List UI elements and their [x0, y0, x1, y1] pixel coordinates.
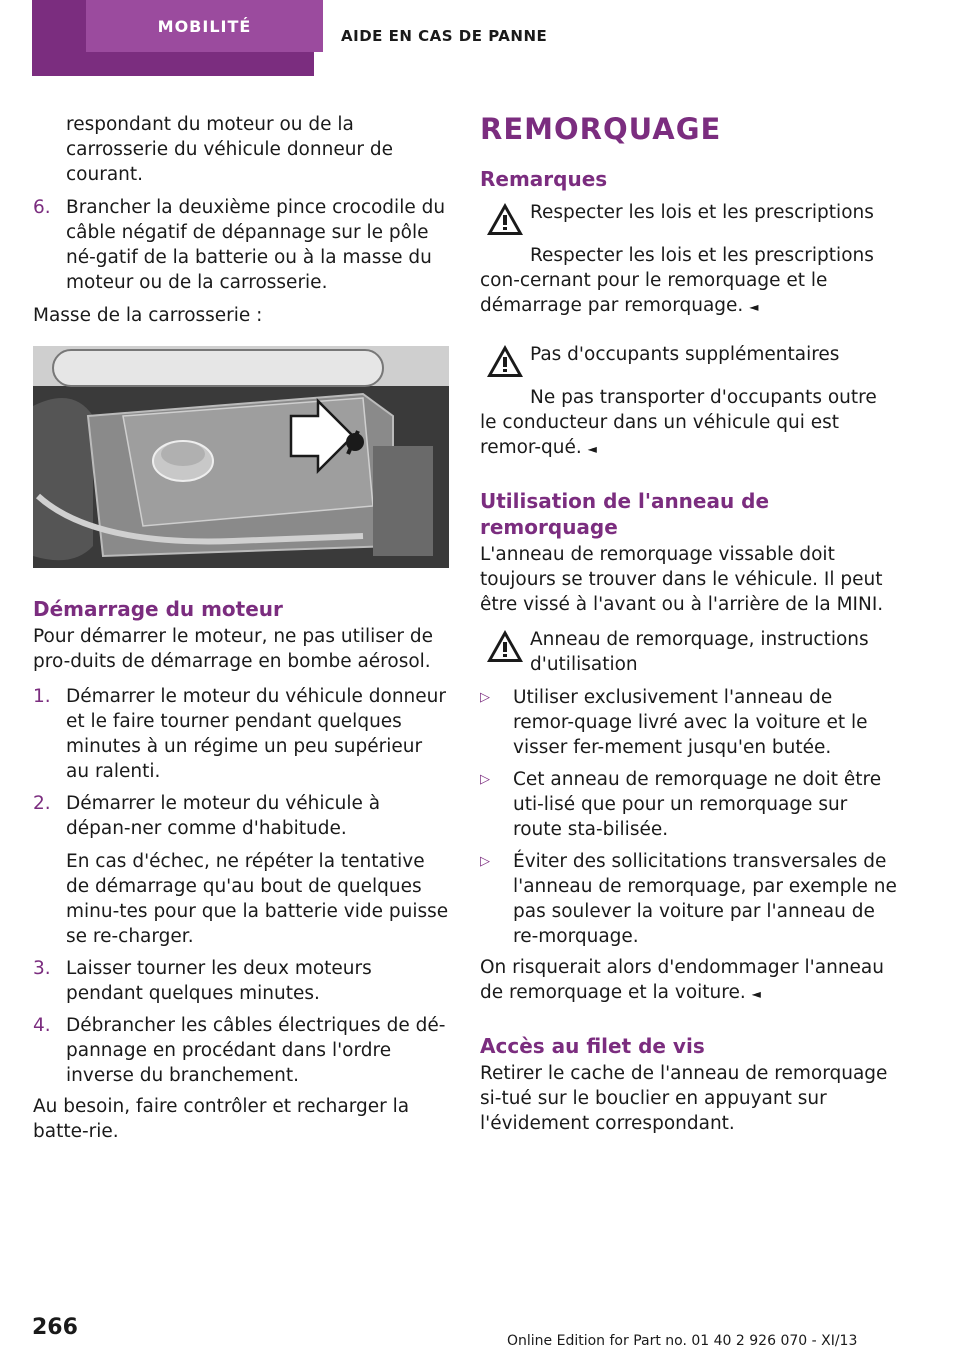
warning-title: Respecter les lois et les prescriptions [530, 202, 874, 223]
step-text: Démarrer le moteur du véhicule donneur et le faire tourner pendant quelques minutes à un régime un peu supérieur au ralenti. [66, 686, 446, 782]
masse-label: Masse de la carrosserie : [33, 305, 263, 326]
warning-body: Respecter les lois et les prescriptions con-cernant pour le remorquage et le démarrage par remorquage. [480, 245, 874, 316]
bullet-text: Cet anneau de remorquage ne doit être uti-lisé que pour un remorquage sur route sta-bilisée. [513, 769, 882, 840]
heading-remarques: Remarques [480, 167, 608, 191]
step-extra-text: En cas d'échec, ne répéter la tentative de démarrage qu'au bout de quelques minu-tes pour que la batterie vide puisse se re-charger. [66, 851, 449, 947]
end-mark: ◄ [749, 300, 759, 314]
bullet-list [480, 685, 898, 949]
step-6 [33, 195, 449, 295]
steps-list [33, 684, 449, 1088]
step-item [33, 956, 449, 1006]
left-column [33, 112, 449, 1144]
heading-acces: Accès au filet de vis [480, 1034, 705, 1058]
list-item [480, 685, 898, 760]
header-tab-bar [32, 0, 314, 76]
engine-photo [33, 346, 449, 568]
closing-text: Au besoin, faire contrôler et recharger la batte-rie. [33, 1096, 410, 1142]
step-text: Débrancher les câbles électriques de dé-pannage en procédant dans l'ordre inverse du branchement. [66, 1015, 446, 1086]
demarrage-intro: Pour démarrer le moteur, ne pas utiliser de pro-duits de démarrage en bombe aérosol. [33, 626, 433, 672]
step-item [33, 684, 449, 784]
end-mark: ◄ [751, 987, 761, 1001]
warning-title: Pas d'occupants supplémentaires [530, 344, 840, 365]
step-text: Démarrer le moteur du véhicule à dépan-ner comme d'habitude. [66, 793, 381, 839]
step-number: 6. [33, 197, 51, 218]
step-number: 4. [33, 1015, 51, 1036]
warning-title: Anneau de remorquage, instructions d'utilisation [530, 629, 869, 675]
warning-triangle-icon [480, 200, 530, 238]
step-text: Laisser tourner les deux moteurs pendant quelques minutes. [66, 958, 372, 1004]
right-column [480, 112, 898, 1136]
warning-block-2 [480, 342, 898, 380]
edition-footer: Online Edition for Part no. 01 40 2 926 070 - XI/13 [507, 1333, 858, 1349]
section-title: AIDE EN CAS DE PANNE [341, 27, 548, 45]
step-number: 1. [33, 686, 51, 707]
end-mark: ◄ [587, 442, 597, 456]
bullet-arrow-icon: ▷ [480, 690, 490, 705]
heading-anneau: Utilisation de l'anneau de remorquage [480, 489, 770, 539]
chapter-tab[interactable]: MOBILITÉ [86, 0, 323, 52]
bullet-arrow-icon: ▷ [480, 772, 490, 787]
bullet-text: Éviter des sollicitations transversales de l'anneau de remorquage, par exemple ne pas soulever la voiture par l'anneau de re-morquage. [513, 851, 897, 947]
step-item [33, 791, 449, 949]
warning-triangle-icon [480, 342, 530, 380]
step-item [33, 1013, 449, 1088]
risk-text: On risquerait alors d'endommager l'anneau de remorquage et la voiture. [480, 957, 884, 1003]
step-number: 3. [33, 958, 51, 979]
page-number: 266 [32, 1315, 78, 1340]
heading-remorquage: REMORQUAGE [480, 112, 722, 146]
warning-block-1 [480, 200, 898, 238]
warning-block-3 [480, 627, 898, 677]
list-item [480, 767, 898, 842]
step-text: Brancher la deuxième pince crocodile du câble négatif de dépannage sur le pôle né-gatif de la batterie ou à la masse du moteur ou de la carrosserie. [66, 197, 446, 293]
bullet-text: Utiliser exclusivement l'anneau de remor-quage livré avec la voiture et le visser fer-mement jusqu'en butée. [513, 687, 868, 758]
continued-text: respondant du moteur ou de la carrosserie du véhicule donneur de courant. [66, 114, 394, 185]
heading-demarrage: Démarrage du moteur [33, 597, 283, 621]
anneau-text: L'anneau de remorquage vissable doit toujours se trouver dans le véhicule. Il peut être vissé à l'avant ou à l'arrière de la MINI. [480, 544, 884, 615]
list-item [480, 849, 898, 949]
bullet-arrow-icon: ▷ [480, 854, 490, 869]
acces-text: Retirer le cache de l'anneau de remorquage si-tué sur le bouclier en appuyant sur l'évidement correspondant. [480, 1063, 888, 1134]
warning-triangle-icon [480, 627, 530, 665]
warning-body: Ne pas transporter d'occupants outre le conducteur dans un véhicule qui est remor-qué. [480, 387, 877, 458]
step-number: 2. [33, 793, 51, 814]
